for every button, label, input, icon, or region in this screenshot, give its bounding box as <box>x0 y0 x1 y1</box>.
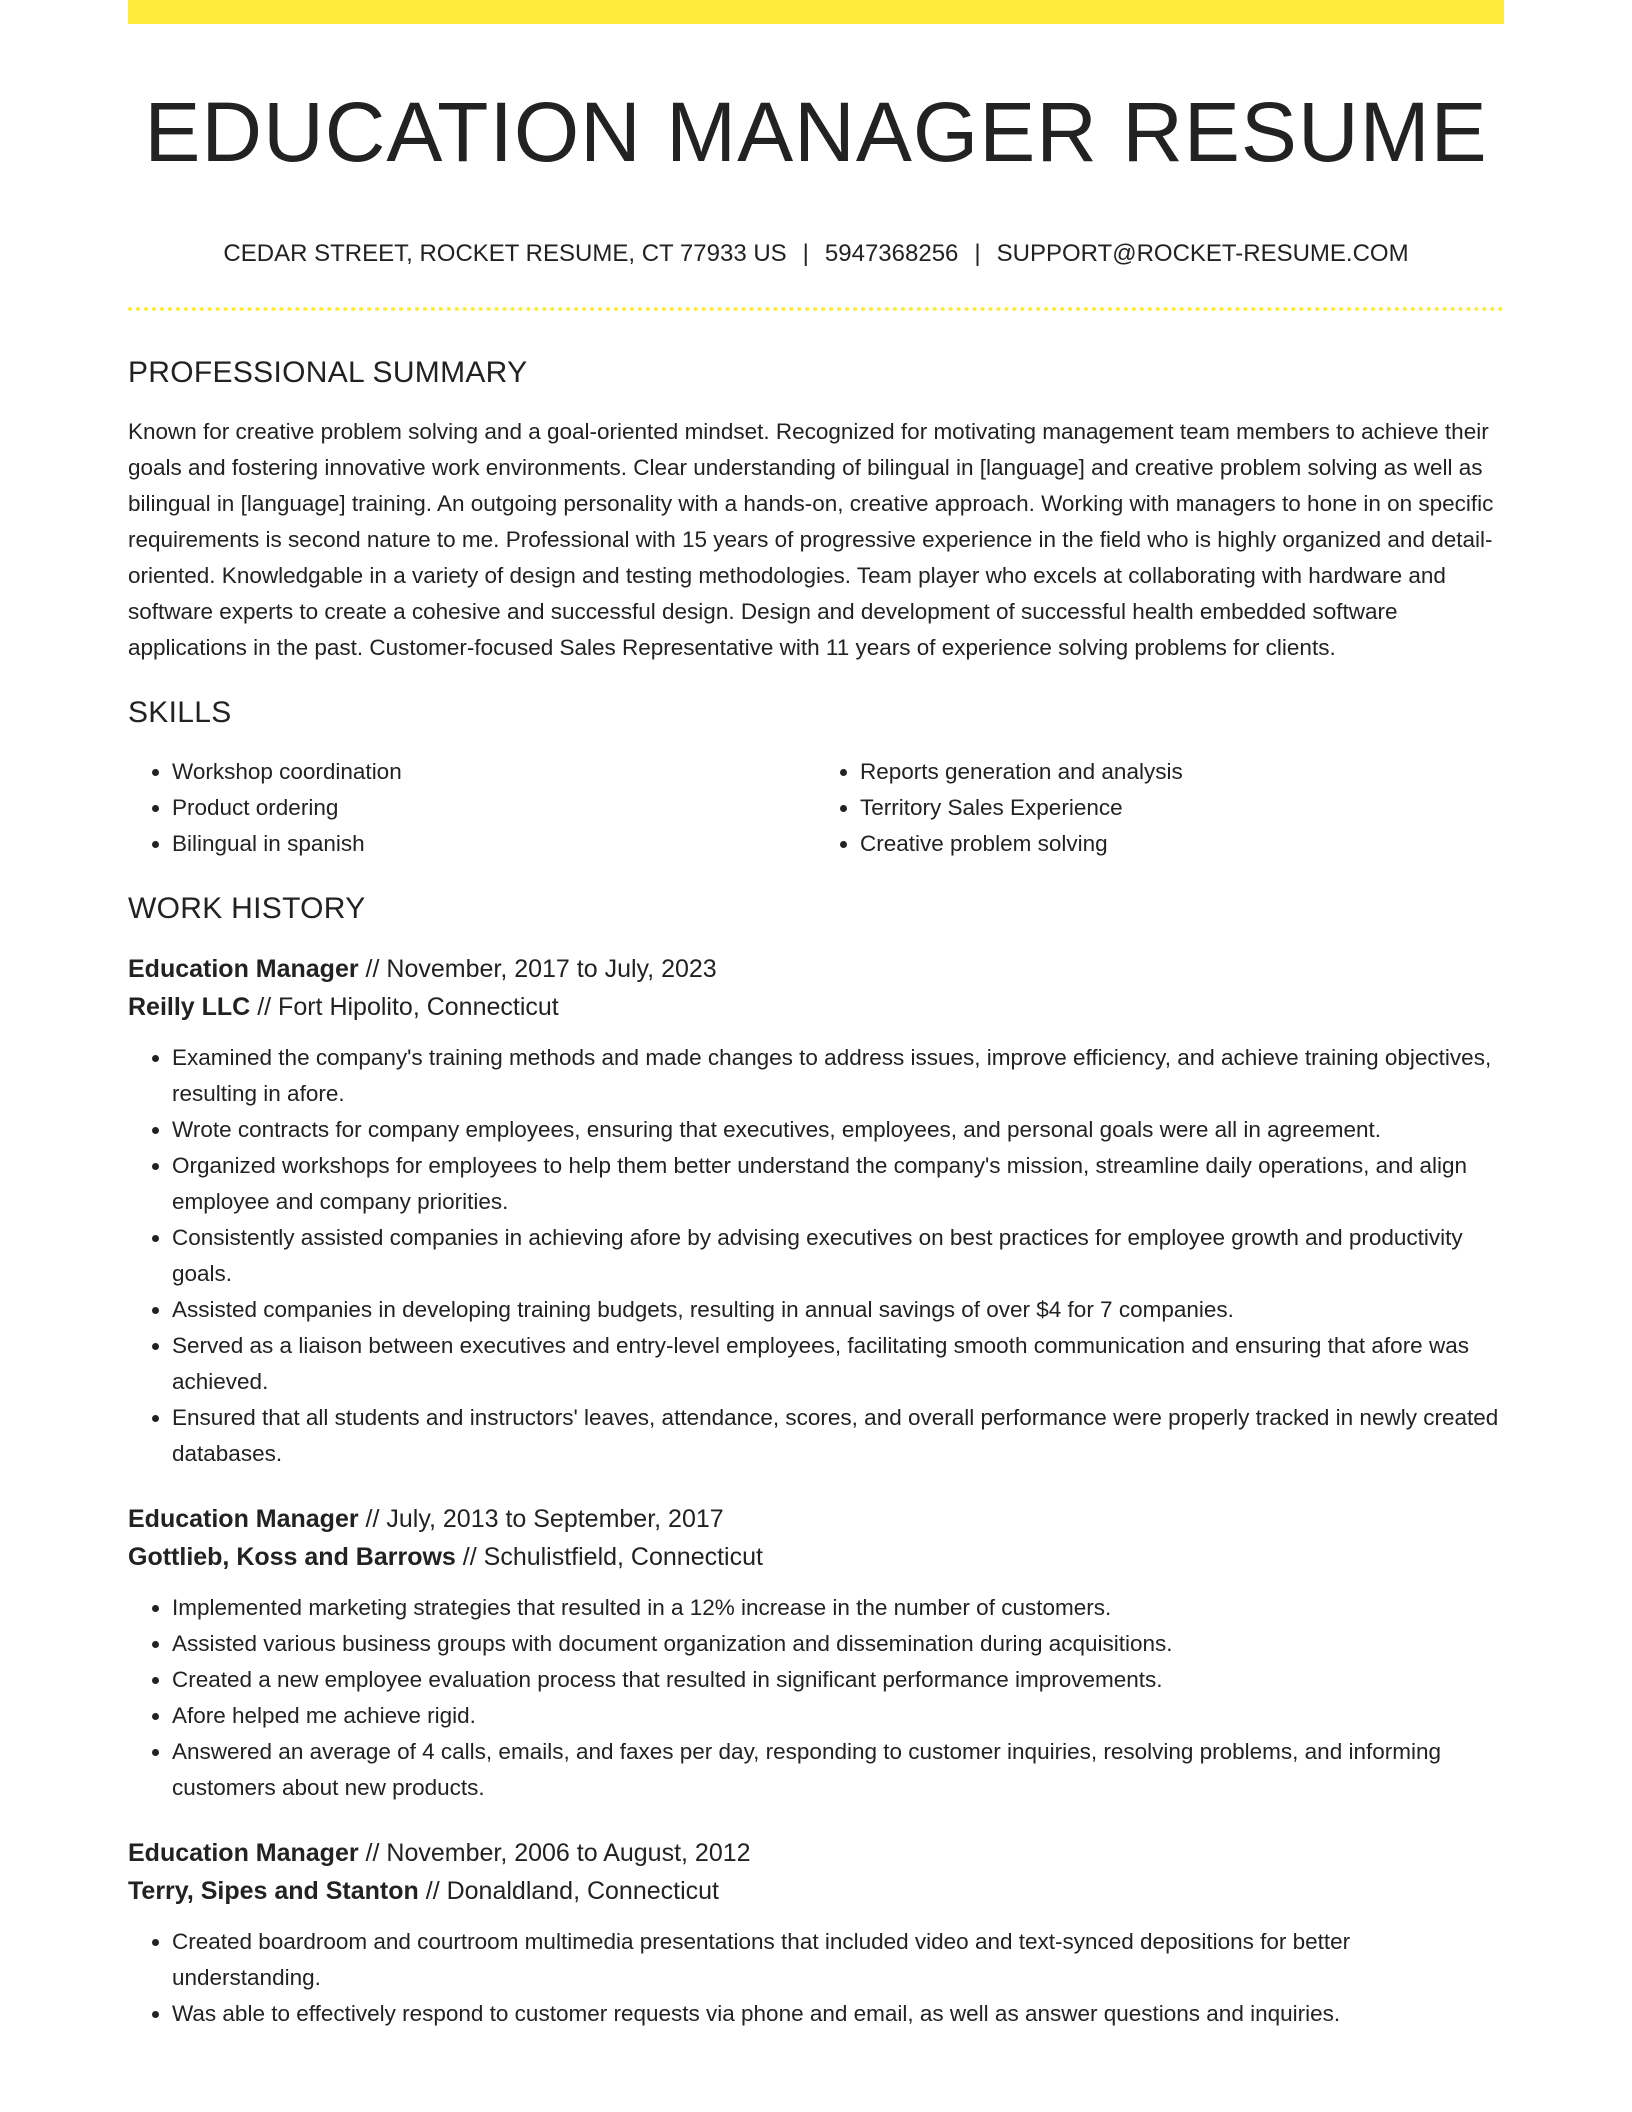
job-entry <box>128 1834 1504 2032</box>
job-entry <box>128 950 1504 1472</box>
summary-text: Known for creative problem solving and a goal-oriented mindset. Recognized for motivating management team members to achieve their goals and fostering innovative work environments. Clear understanding of bilingual in [language] and creative problem solving as well as bilingual in [language] training. An outgoing personality with a hands-on, creative approach. Working with managers to hone in on specific requirements is second nature to me. Professional with 15 years of progressive experience in the field who is highly organized and detail-oriented. Knowledgable in a variety of design and testing methodologies. Team player who excels at collaborating with hardware and software experts to create a cohesive and successful design. Design and development of successful health embedded software applications in the past. Customer-focused Sales Representative with 11 years of experience solving problems for clients. <box>128 419 1494 660</box>
job-duty: • Examined the company's training methods and made changes to address issues, improve efficiency, and achieve training objectives, resulting in afore. <box>172 1040 1504 1112</box>
job-separator: // <box>418 1877 447 1905</box>
job-title: Education Manager <box>128 1839 359 1867</box>
skill-item: • Territory Sales Experience <box>860 790 1504 826</box>
job-duty: • Organized workshops for employees to help them better understand the company's mission, streamline daily operations, and align employee and company priorities. <box>172 1148 1504 1220</box>
job-title-line <box>128 950 1504 988</box>
work-history-heading: WORK HISTORY <box>128 892 366 925</box>
job-title: Education Manager <box>128 1505 359 1533</box>
dotted-divider <box>128 307 1504 311</box>
summary-section <box>128 352 1504 666</box>
skills-column-right <box>816 754 1504 862</box>
skill-item: • Bilingual in spanish <box>172 826 816 862</box>
skills-list <box>128 754 1504 862</box>
skill-item: • Product ordering <box>172 790 816 826</box>
job-company-line <box>128 1538 1504 1576</box>
job-duty: • Answered an average of 4 calls, emails, and faxes per day, responding to customer inquiries, resolving problems, and informing customers about new products. <box>172 1734 1504 1806</box>
job-dates: July, 2013 to September, 2017 <box>386 1505 724 1533</box>
skill-item: • Workshop coordination <box>172 754 816 790</box>
job-company-line <box>128 1872 1504 1910</box>
job-separator: // <box>358 1839 387 1867</box>
job-title-line <box>128 1834 1504 1872</box>
job-title: Education Manager <box>128 955 359 983</box>
contact-email: SUPPORT@ROCKET-RESUME.COM <box>996 240 1409 267</box>
job-header <box>128 1500 1504 1576</box>
job-header <box>128 950 1504 1026</box>
resume-content <box>128 352 1504 2060</box>
job-duties <box>128 1040 1504 1472</box>
job-entry <box>128 1500 1504 1806</box>
skill-item: • Creative problem solving <box>860 826 1504 862</box>
job-location: Donaldland, Connecticut <box>446 1877 719 1905</box>
accent-bar <box>128 0 1504 24</box>
summary-heading: PROFESSIONAL SUMMARY <box>128 356 528 389</box>
job-location: Fort Hipolito, Connecticut <box>278 993 559 1021</box>
job-company: Reilly LLC <box>128 993 251 1021</box>
contact-phone: 5947368256 <box>824 240 959 267</box>
job-duty: • Created a new employee evaluation process that resulted in significant performance improvements. <box>172 1662 1504 1698</box>
job-separator: // <box>358 955 387 983</box>
job-location: Schulistfield, Connecticut <box>483 1543 763 1571</box>
job-company-line <box>128 988 1504 1026</box>
contact-address: CEDAR STREET, ROCKET RESUME, CT 77933 US <box>223 240 787 267</box>
job-separator: // <box>358 1505 387 1533</box>
job-duty: • Afore helped me achieve rigid. <box>172 1698 1504 1734</box>
job-company: Gottlieb, Koss and Barrows <box>128 1543 456 1571</box>
job-dates: November, 2017 to July, 2023 <box>386 955 717 983</box>
job-header <box>128 1834 1504 1910</box>
skills-column-left <box>128 754 816 862</box>
job-duties <box>128 1924 1504 2032</box>
job-separator: // <box>455 1543 484 1571</box>
job-duties <box>128 1590 1504 1806</box>
work-history-section <box>128 888 1504 2032</box>
job-title-line <box>128 1500 1504 1538</box>
job-duty: • Assisted various business groups with document organization and dissemination during acquisitions. <box>172 1626 1504 1662</box>
job-duty: • Assisted companies in developing training budgets, resulting in annual savings of over $4 for 7 companies. <box>172 1292 1504 1328</box>
contact-line <box>128 236 1504 272</box>
job-duty: • Implemented marketing strategies that resulted in a 12% increase in the number of customers. <box>172 1590 1504 1626</box>
job-duty: • Created boardroom and courtroom multimedia presentations that included video and text-synced depositions for better understanding. <box>172 1924 1504 1996</box>
job-company: Terry, Sipes and Stanton <box>128 1877 419 1905</box>
contact-separator: | <box>802 240 809 267</box>
skills-section <box>128 692 1504 862</box>
skills-heading: SKILLS <box>128 696 232 729</box>
contact-separator: | <box>974 240 981 267</box>
job-dates: November, 2006 to August, 2012 <box>386 1839 751 1867</box>
job-separator: // <box>250 993 279 1021</box>
job-duty: • Consistently assisted companies in achieving afore by advising executives on best practices for employee growth and productivity goals. <box>172 1220 1504 1292</box>
job-duty: • Served as a liaison between executives and entry-level employees, facilitating smooth communication and ensuring that afore was achieved. <box>172 1328 1504 1400</box>
job-duty: • Was able to effectively respond to customer requests via phone and email, as well as answer questions and inquiries. <box>172 1996 1504 2032</box>
job-duty: • Ensured that all students and instructors' leaves, attendance, scores, and overall performance were properly tracked in newly created databases. <box>172 1400 1504 1472</box>
job-duty: • Wrote contracts for company employees, ensuring that executives, employees, and personal goals were all in agreement. <box>172 1112 1504 1148</box>
resume-title: EDUCATION MANAGER RESUME <box>144 85 1488 179</box>
skill-item: • Reports generation and analysis <box>860 754 1504 790</box>
